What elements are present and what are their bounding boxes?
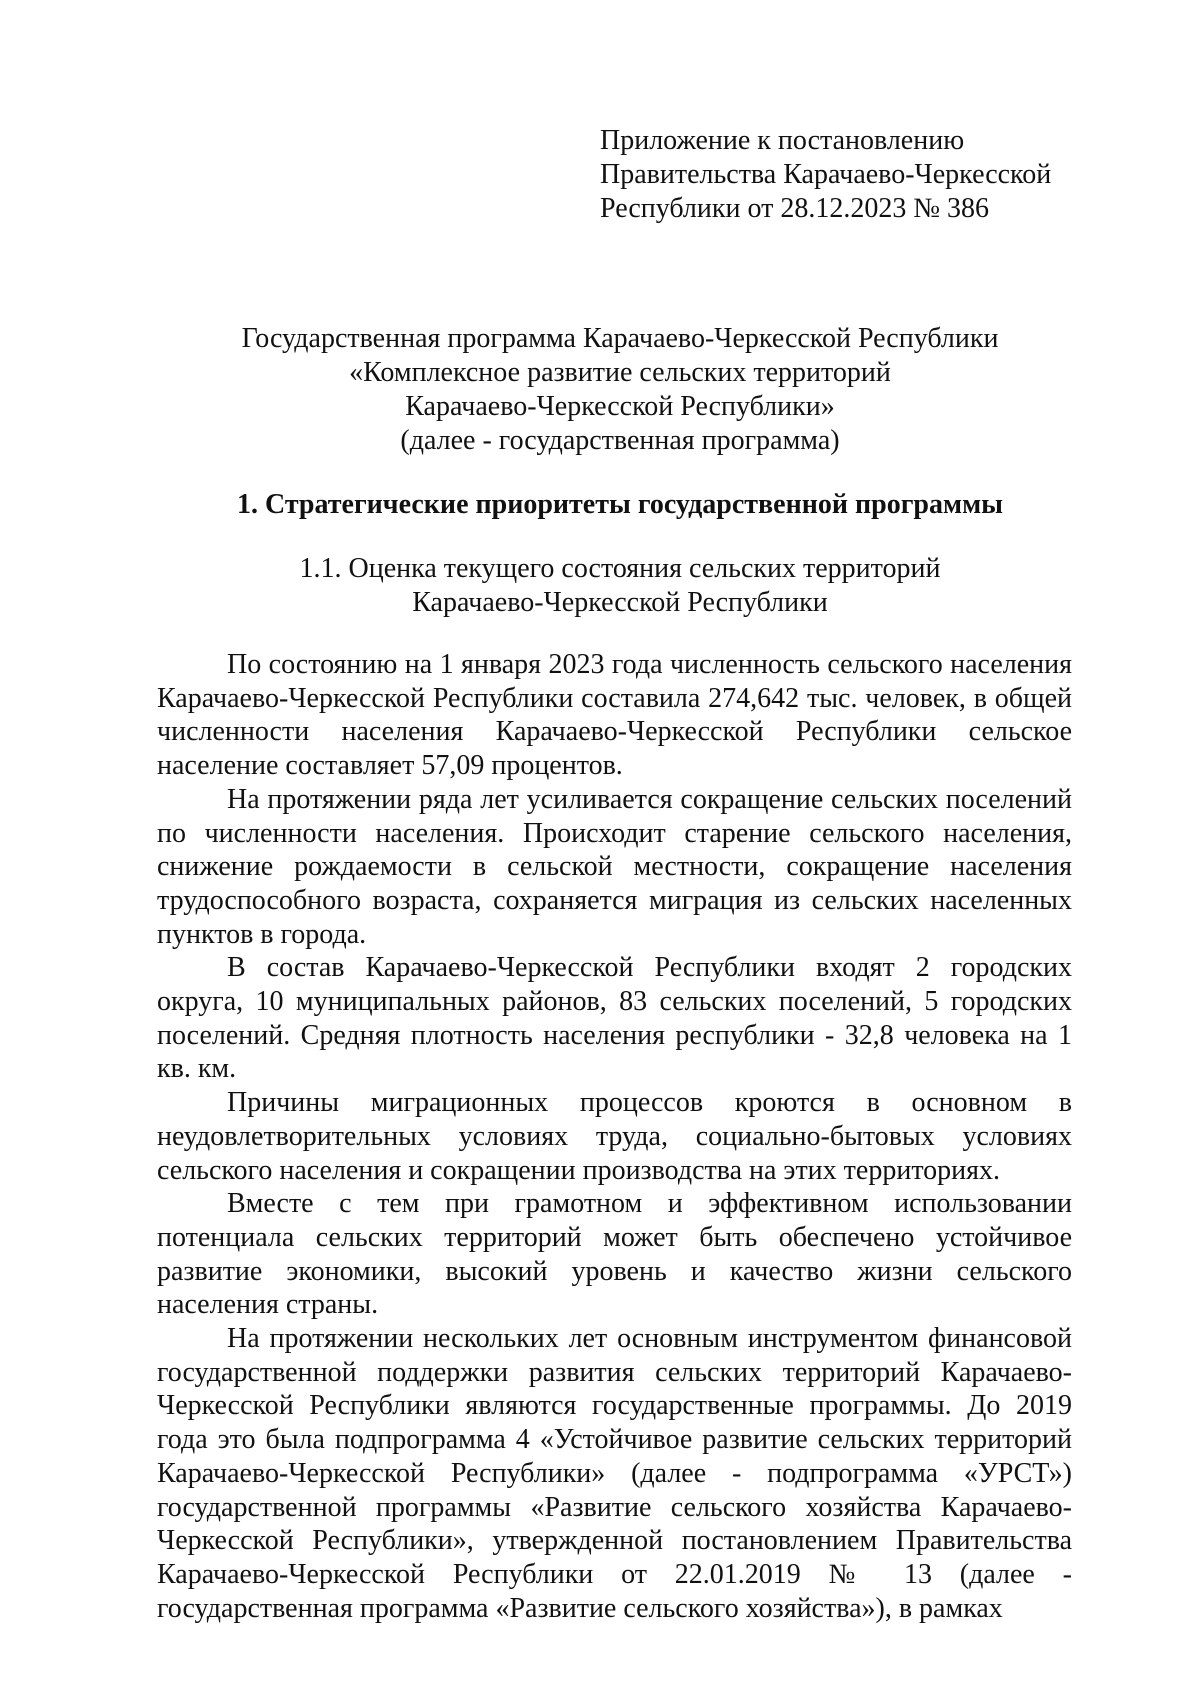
subsection-heading — [160, 552, 1080, 620]
paragraph: По состоянию на 1 января 2023 года численность сельского населения Карачаево-Черкесской Республики составила 274,642 тыс. человек, в общей численности населения Карачаево-Черкесской Республики сельское население составляет 57,09 процентов. — [157, 649, 1072, 782]
appendix-line-2: Правительства Карачаево-Черкесской — [600, 159, 1052, 190]
appendix-line-1: Приложение к постановлению — [600, 125, 965, 156]
subsection-heading-line-2: Карачаево-Черкесской Республики — [412, 587, 828, 618]
appendix-line-3: Республики от 28.12.2023 № 386 — [600, 193, 990, 224]
paragraph: В состав Карачаево-Черкесской Республики входят 2 городских округа, 10 муниципальных районов, 83 сельских поселений, 5 городских поселений. Средняя плотность населения республики - 32,8 человека на 1 кв. км. — [157, 952, 1072, 1085]
subsection-heading-line-1: 1.1. Оценка текущего состояния сельских территорий — [299, 553, 941, 584]
program-title-line-4: (далее - государственная программа) — [400, 425, 840, 456]
body-text — [157, 648, 1072, 1625]
appendix-note — [600, 124, 1051, 226]
program-title-line-1: Государственная программа Карачаево-Черкесской Республики — [241, 323, 999, 354]
program-title-line-2: «Комплексное развитие сельских территорий — [349, 357, 891, 388]
section-heading: 1. Стратегические приоритеты государственной программы — [236, 489, 1004, 520]
program-title — [160, 322, 1080, 458]
paragraph: Вместе с тем при грамотном и эффективном использовании потенциала сельских территорий может быть обеспечено устойчивое развитие экономики, высокий уровень и качество жизни сельского населения страны. — [157, 1188, 1072, 1321]
paragraph: Причины миграционных процессов кроются в основном в неудовлетворительных условиях труда, социально-бытовых условиях сельского населения и сокращении производства на этих территориях. — [157, 1087, 1072, 1186]
program-title-line-3: Карачаево-Черкесской Республики» — [405, 391, 835, 422]
paragraph: На протяжении ряда лет усиливается сокращение сельских поселений по численности населения. Происходит старение сельского населения, снижение рождаемости в сельской местности, сокращение населения трудоспособного возраста, сохраняется миграция из сельских населенных пунктов в города. — [157, 783, 1072, 950]
paragraph: На протяжении нескольких лет основным инструментом финансовой государственной поддержки развития сельских территорий Карачаево-Черкесской Республики являются государственные программы. До 2019 года это была подпрограмма 4 «Устойчивое развитие сельских территорий Карачаево-Черкесской Республики» (далее - подпрограмма «УРСТ») государственной программы «Развитие сельского хозяйства Карачаево-Черкесской Республики», утвержденной постановлением Правительства Карачаево-Черкесской Республики от 22.01.2019 № 13 (далее - государственная программа «Развитие сельского хозяйства»), в рамках — [157, 1323, 1072, 1624]
